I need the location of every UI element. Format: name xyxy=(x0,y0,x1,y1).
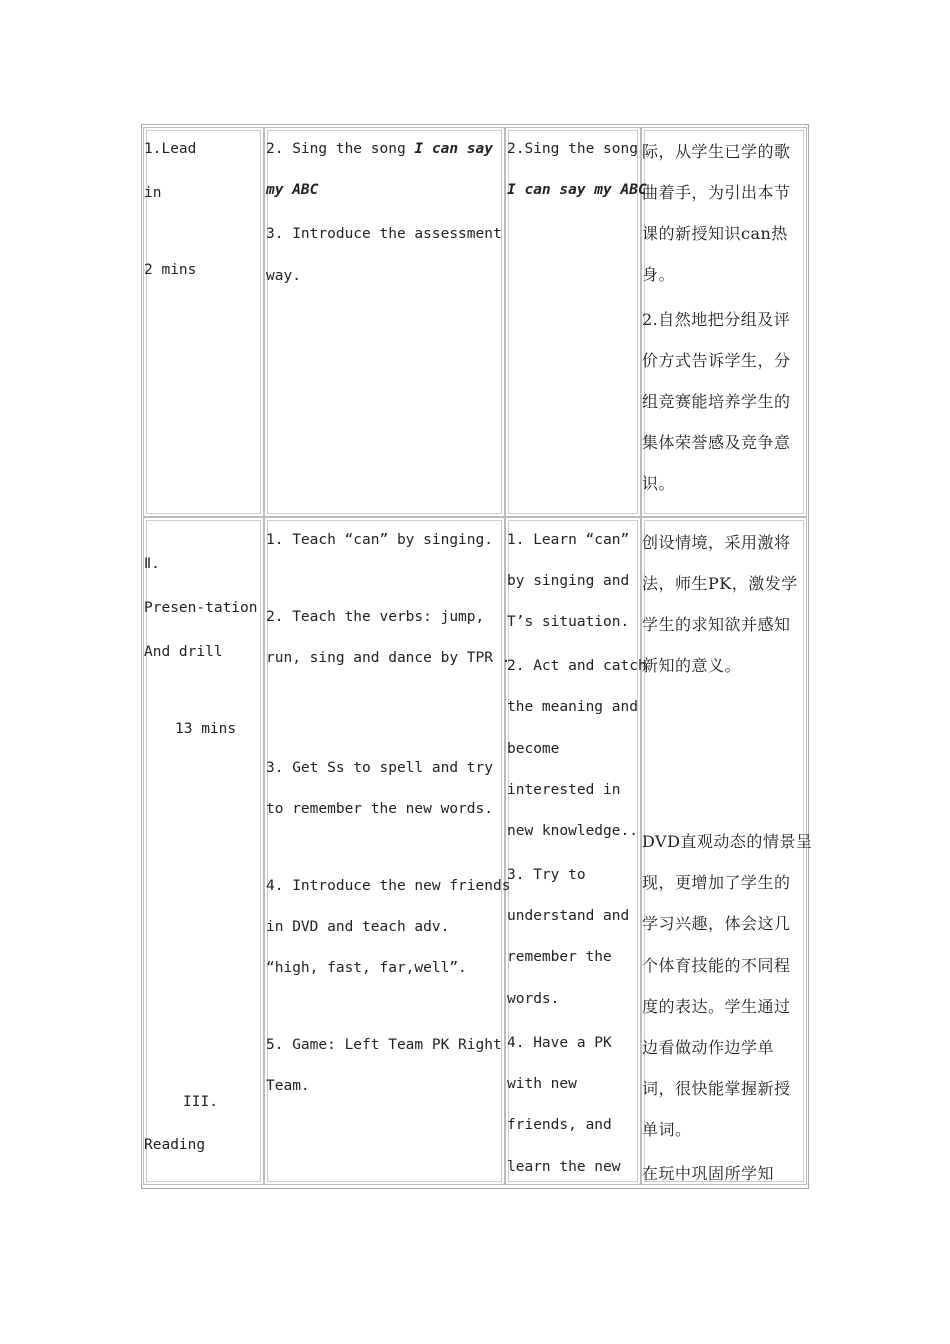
teacher-step-line: 4. Introduce the new friends xyxy=(266,878,511,894)
stage-lead-in-cont: in xyxy=(144,185,162,201)
row2-stage-cell xyxy=(143,517,264,1185)
purpose-line: 法，师生PK，激发学 xyxy=(642,574,798,593)
student-step-line: 3. Try to xyxy=(507,867,586,883)
stage-reading-num: III. xyxy=(183,1094,218,1110)
purpose-line: 学生的求知欲并感知 xyxy=(642,615,791,634)
teacher-step-line: 3. Introduce the assessment xyxy=(266,226,502,242)
student-step-line: learn the new xyxy=(507,1159,621,1175)
purpose-line: 识。 xyxy=(642,474,676,493)
purpose-line: 际，从学生已学的歌 xyxy=(642,142,791,161)
teacher-step-line: run, sing and dance by TPR . xyxy=(266,650,511,666)
student-step-line: the meaning and xyxy=(507,699,638,715)
student-step-line: 2. Act and catch xyxy=(507,658,647,674)
purpose-line: 现，更增加了学生的 xyxy=(642,873,791,892)
student-step-line: interested in xyxy=(507,782,621,798)
student-step-line: 2.Sing the song xyxy=(507,141,638,157)
student-step-line: new knowledge.. xyxy=(507,823,638,839)
teacher-step-line: to remember the new words. xyxy=(266,801,493,817)
purpose-line: 价方式告诉学生，分 xyxy=(642,351,791,370)
teacher-step-line: Team. xyxy=(266,1078,310,1094)
student-step-line: friends, and xyxy=(507,1117,612,1133)
student-step-line: understand and xyxy=(507,908,630,924)
student-step-line: by singing and xyxy=(507,573,630,589)
student-step-line: remember the xyxy=(507,949,612,965)
teacher-step-line: 1. Teach “can” by singing. xyxy=(266,532,493,548)
teacher-step-line: 5. Game: Left Team PK Right xyxy=(266,1037,502,1053)
student-step-line: T’s situation. xyxy=(507,614,630,630)
purpose-line: 学习兴趣，体会这几 xyxy=(642,914,791,933)
purpose-line: 在玩中巩固所学知 xyxy=(642,1164,775,1183)
student-step-line: with new xyxy=(507,1076,577,1092)
purpose-line: 曲着手，为引出本节 xyxy=(642,183,791,202)
student-step-line: become xyxy=(507,741,560,757)
song-title-cont: my ABC xyxy=(266,182,319,198)
purpose-line: 课的新授知识can热 xyxy=(642,224,788,243)
purpose-line: 集体荣誉感及竞争意 xyxy=(642,433,791,452)
student-step-line: 4. Have a PK xyxy=(507,1035,612,1051)
student-step-line: words. xyxy=(507,991,560,1007)
song-title: I can say xyxy=(414,141,493,157)
stage-presentation-num: Ⅱ. xyxy=(144,556,160,572)
purpose-line: 边看做动作边学单 xyxy=(642,1038,775,1057)
student-step-line: 1. Learn “can” xyxy=(507,532,630,548)
purpose-line: 创设情境，采用激将 xyxy=(642,533,791,552)
stage-reading: Reading xyxy=(144,1137,206,1153)
teacher-step-line: way. xyxy=(266,268,301,284)
teacher-step-line: 2. Teach the verbs: jump, xyxy=(266,609,485,625)
purpose-line: 身。 xyxy=(642,265,676,284)
purpose-line: 组竞赛能培养学生的 xyxy=(642,392,791,411)
teacher-step-line: 3. Get Ss to spell and try xyxy=(266,760,493,776)
teacher-step-line: “high, fast, far,well”. xyxy=(266,960,467,976)
purpose-line: 度的表达。学生通过 xyxy=(642,997,791,1016)
song-title: I can say my ABC xyxy=(507,182,647,198)
stage-presentation: Presen-tation xyxy=(144,600,258,616)
stage-presentation-cont: And drill xyxy=(144,644,223,660)
teacher-step-text: 2. Sing the song xyxy=(266,141,415,157)
purpose-line: 个体育技能的不同程 xyxy=(642,956,791,975)
purpose-line: 2.自然地把分组及评 xyxy=(642,310,791,329)
teacher-step-line: in DVD and teach adv. xyxy=(266,919,450,935)
purpose-line: 单词。 xyxy=(642,1120,692,1139)
purpose-line: 新知的意义。 xyxy=(642,656,742,675)
stage-duration: 2 mins xyxy=(144,262,197,278)
stage-lead-in: 1.Lead xyxy=(144,141,197,157)
purpose-line: DVD直观动态的情景呈 xyxy=(642,832,813,851)
purpose-line: 词，很快能掌握新授 xyxy=(642,1079,791,1098)
stage-duration: 13 mins xyxy=(175,721,237,737)
teacher-step-line xyxy=(266,141,493,157)
